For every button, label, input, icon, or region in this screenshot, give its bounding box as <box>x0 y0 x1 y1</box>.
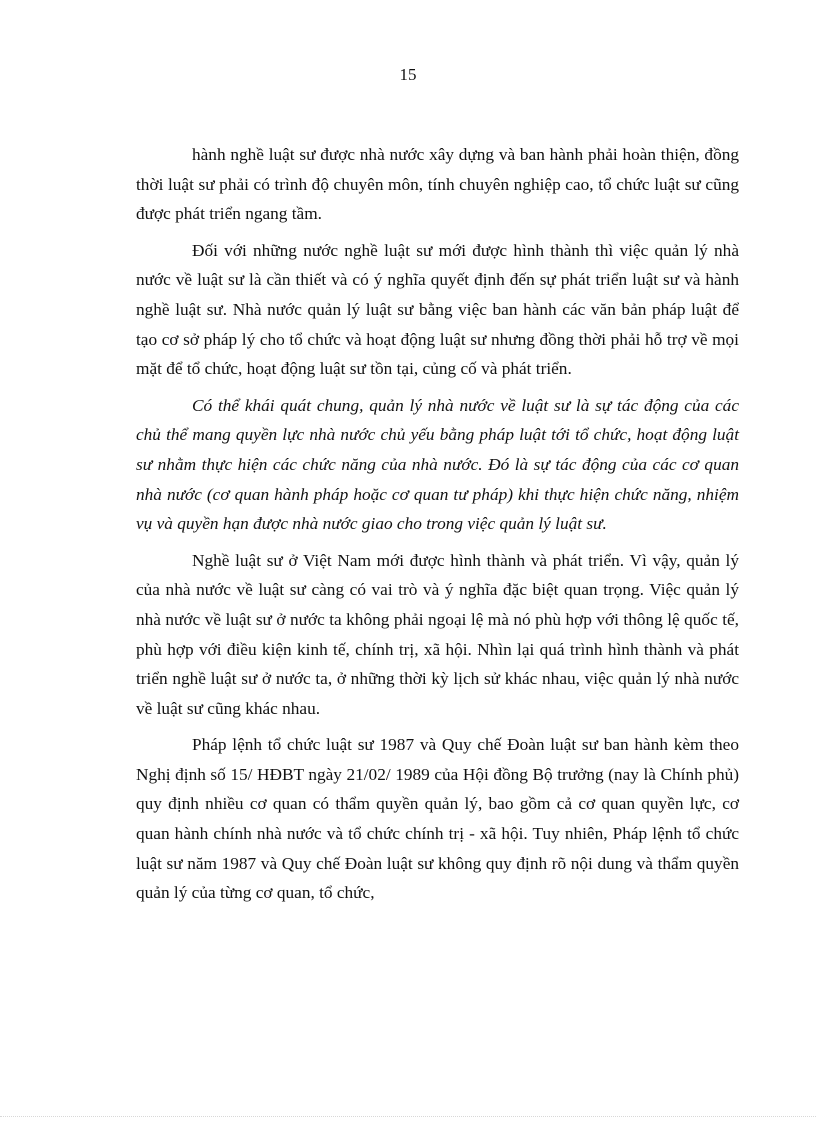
paragraph-2: Đối với những nước nghề luật sư mới được hình thành thì việc quản lý nhà nước về luật sư là cần thiết và có ý nghĩa quyết định đến sự phát triển luật sư và hành nghề luật sư. Nhà nước quản lý luật sư bằng việc ban hành các văn bản pháp luật để tạo cơ sở pháp lý cho tổ chức và hoạt động luật sư nhưng đồng thời phải hỗ trợ về mọi mặt để tổ chức, hoạt động luật sư tồn tại, củng cố và phát triển. <box>136 240 739 379</box>
page-number: 15 <box>399 65 417 84</box>
paragraph-5: Pháp lệnh tổ chức luật sư 1987 và Quy chế Đoàn luật sư ban hành kèm theo Nghị định số 15/ HĐBT ngày 21/02/ 1989 của Hội đồng Bộ trưởng (nay là Chính phủ) quy định nhiều cơ quan có thẩm quyền quản lý, bao gồm cả cơ quan quyền lực, cơ quan hành chính nhà nước và tổ chức chính trị - xã hội. Tuy nhiên, Pháp lệnh tổ chức luật sư năm 1987 và Quy chế Đoàn luật sư không quy định rõ nội dung và thẩm quyền quản lý của từng cơ quan, tổ chức, <box>136 735 739 903</box>
paragraph-4: Nghề luật sư ở Việt Nam mới được hình thành và phát triển. Vì vậy, quản lý của nhà nước về luật sư càng có vai trò và ý nghĩa đặc biệt quan trọng. Việc quản lý nhà nước về luật sư ở nước ta không phải ngoại lệ mà nó phù hợp với thông lệ quốc tế, phù hợp với điều kiện kinh tế, chính trị, xã hội. Nhìn lại quá trình hình thành và phát triển nghề luật sư ở nước ta, ở những thời kỳ lịch sử khác nhau, việc quản lý nhà nước về luật sư cũng khác nhau. <box>136 550 739 718</box>
body-text <box>136 140 739 915</box>
page-bottom-divider <box>0 1116 816 1117</box>
paragraph-3-definition: Có thể khái quát chung, quản lý nhà nước về luật sư là sự tác động của các chủ thể mang quyền lực nhà nước chủ yếu bằng pháp luật tới tổ chức, hoạt động luật sư nhằm thực hiện các chức năng của nhà nước. Đó là sự tác động của các cơ quan nhà nước (cơ quan hành pháp hoặc cơ quan tư pháp) khi thực hiện chức năng, nhiệm vụ và quyền hạn được nhà nước giao cho trong việc quản lý luật sư. <box>136 395 739 534</box>
paragraph-1: hành nghề luật sư được nhà nước xây dựng và ban hành phải hoàn thiện, đồng thời luật sư phải có trình độ chuyên môn, tính chuyên nghiệp cao, tổ chức luật sư cũng được phát triển ngang tầm. <box>136 145 739 224</box>
